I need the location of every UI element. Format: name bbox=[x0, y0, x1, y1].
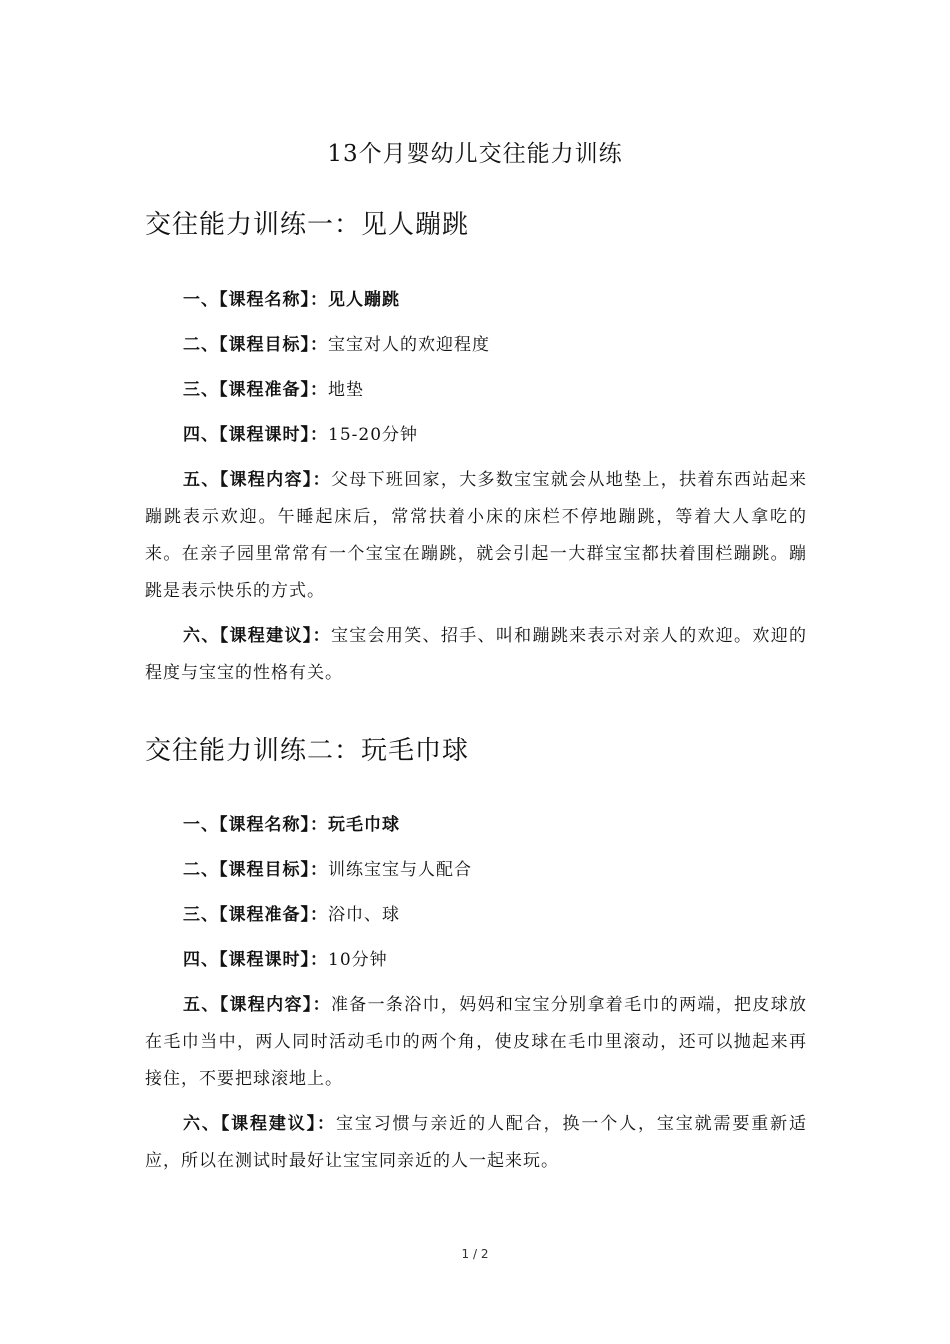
item-key: 【课程目标】 bbox=[219, 860, 310, 880]
item-number: 二、 bbox=[183, 335, 219, 355]
item-value: 准备一条浴巾，妈妈和宝宝分别拿着毛巾的两端，把皮球放在毛巾当中，两人同时活动毛巾的两个角，使皮球在毛巾里滚动，还可以抛起来再接住，不要把球滚地上。 bbox=[145, 995, 808, 1089]
item-number: 三、 bbox=[183, 380, 219, 400]
item-course-duration bbox=[145, 942, 807, 979]
item-value: 宝宝会用笑、招手、叫和蹦跳来表示对亲人的欢迎。欢迎的程度与宝宝的性格有关。 bbox=[145, 626, 808, 683]
item-course-duration bbox=[145, 417, 807, 454]
item-value: 宝宝习惯与亲近的人配合，换一个人，宝宝就需要重新适应，所以在测试时最好让宝宝同亲近的人一起来玩。 bbox=[145, 1114, 808, 1171]
item-colon: ： bbox=[310, 950, 328, 970]
item-number: 一、 bbox=[183, 815, 219, 835]
item-number: 五、 bbox=[183, 995, 220, 1015]
item-key: 【课程目标】 bbox=[219, 335, 310, 355]
item-course-prep bbox=[145, 372, 807, 409]
item-value: 见人蹦跳 bbox=[328, 290, 400, 310]
item-key: 【课程名称】 bbox=[219, 815, 310, 835]
item-key: 【课程课时】 bbox=[219, 950, 310, 970]
item-colon: ： bbox=[310, 380, 328, 400]
item-colon: ： bbox=[310, 290, 328, 310]
item-value: 10分钟 bbox=[328, 950, 388, 970]
item-key: 【课程内容】 bbox=[219, 470, 313, 490]
item-colon: ： bbox=[310, 425, 328, 445]
item-colon: ： bbox=[312, 995, 331, 1015]
item-key: 【课程准备】 bbox=[219, 380, 310, 400]
item-key: 【课程建议】 bbox=[220, 1114, 318, 1134]
section-title-2: 交往能力训练二：玩毛巾球 bbox=[145, 736, 470, 766]
item-colon: ： bbox=[310, 335, 328, 355]
item-course-content bbox=[145, 987, 807, 1098]
item-number: 五、 bbox=[183, 470, 220, 490]
section-2-body bbox=[145, 807, 807, 1188]
item-colon: ： bbox=[312, 470, 331, 490]
item-value: 浴巾、球 bbox=[328, 905, 400, 925]
item-number: 二、 bbox=[183, 860, 219, 880]
item-colon: ： bbox=[310, 905, 328, 925]
item-number: 一、 bbox=[183, 290, 219, 310]
item-colon: ： bbox=[317, 1114, 336, 1134]
item-course-advice bbox=[145, 1106, 807, 1180]
item-number: 四、 bbox=[183, 425, 219, 445]
item-value: 15-20分钟 bbox=[328, 425, 419, 445]
item-course-prep bbox=[145, 897, 807, 934]
item-key: 【课程课时】 bbox=[219, 425, 310, 445]
item-number: 四、 bbox=[183, 950, 219, 970]
item-key: 【课程准备】 bbox=[219, 905, 310, 925]
item-value: 宝宝对人的欢迎程度 bbox=[328, 335, 490, 355]
item-colon: ： bbox=[310, 860, 328, 880]
item-colon: ： bbox=[312, 626, 331, 646]
item-value: 父母下班回家，大多数宝宝就会从地垫上，扶着东西站起来蹦跳表示欢迎。午睡起床后，常常扶着小床的床栏不停地蹦跳，等着大人拿吃的来。在亲子园里常常有一个宝宝在蹦跳，就会引起一大群宝宝都扶着围栏蹦跳。蹦跳是表示快乐的方式。 bbox=[145, 470, 808, 601]
document-title: 13个月婴幼儿交往能力训练 bbox=[327, 141, 623, 167]
item-number: 六、 bbox=[183, 626, 220, 646]
item-value: 玩毛巾球 bbox=[328, 815, 400, 835]
item-course-content bbox=[145, 462, 807, 610]
item-key: 【课程建议】 bbox=[219, 626, 313, 646]
item-value: 训练宝宝与人配合 bbox=[328, 860, 472, 880]
section-1-body bbox=[145, 282, 807, 700]
item-colon: ： bbox=[310, 815, 328, 835]
item-key: 【课程名称】 bbox=[219, 290, 310, 310]
item-number: 三、 bbox=[183, 905, 219, 925]
page-indicator: 1 / 2 bbox=[461, 1247, 489, 1261]
item-course-name bbox=[145, 282, 807, 319]
item-value: 地垫 bbox=[328, 380, 364, 400]
item-course-goal bbox=[145, 852, 807, 889]
section-title-1: 交往能力训练一：见人蹦跳 bbox=[145, 210, 470, 240]
item-key: 【课程内容】 bbox=[219, 995, 313, 1015]
item-course-goal bbox=[145, 327, 807, 364]
item-course-advice bbox=[145, 618, 807, 692]
item-course-name bbox=[145, 807, 807, 844]
item-number: 六、 bbox=[183, 1114, 221, 1134]
